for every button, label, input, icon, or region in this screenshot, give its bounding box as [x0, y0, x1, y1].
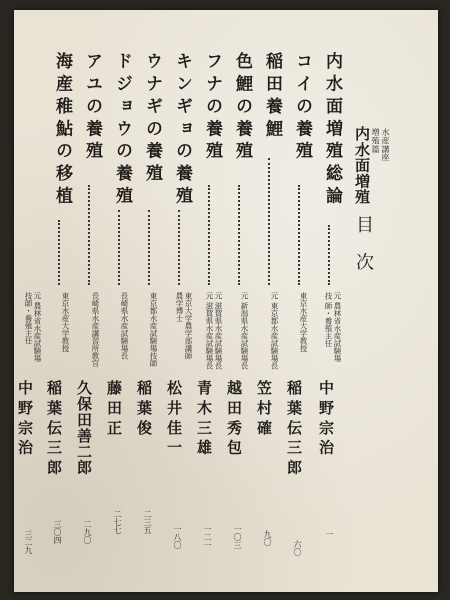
- toc-entry-affiliation-8: 長崎県水産試験場長: [120, 292, 129, 360]
- leader-dots: [328, 225, 332, 285]
- leader-dots: [178, 210, 182, 285]
- toc-entry-affiliation-5b: 元 滋賀県水産試験場長: [205, 292, 214, 370]
- toc-entry-author-8: 藤田正: [105, 380, 123, 440]
- leader-dots: [208, 185, 212, 285]
- toc-entry-author-1: 中野宗治: [317, 380, 335, 460]
- toc-entry-page-8: 二七七: [113, 510, 122, 534]
- toc-entry-affiliation-1a: 元 農林省水産試験場: [333, 292, 342, 362]
- toc-entry-affiliation-11b: 技師・養殖主任: [24, 292, 33, 345]
- toc-entry-author-7: 稲葉俊: [135, 380, 153, 440]
- leader-dots: [58, 220, 62, 285]
- toc-entry-page-10: 三〇四: [53, 520, 62, 544]
- toc-entry-title-5: フナの養殖: [202, 52, 222, 165]
- leader-dots: [88, 185, 92, 285]
- contents-heading: 目次: [353, 215, 374, 291]
- toc-entry-author-11: 中野宗治: [16, 380, 34, 460]
- toc-entry-affiliation-6b: 農学博士: [175, 292, 184, 322]
- toc-entry-page-6: 一八〇: [173, 525, 182, 549]
- leader-dots: [268, 158, 272, 285]
- leader-dots: [118, 210, 122, 285]
- book-title: 内水面増殖: [353, 126, 371, 205]
- toc-entry-affiliation-6a: 東京大学農学部講師: [184, 292, 193, 360]
- toc-entry-author-6: 松井佳一: [165, 380, 183, 460]
- series-label-1: 水産講座: [381, 128, 390, 162]
- toc-entry-page-4: 一〇三: [233, 525, 242, 549]
- toc-entry-author-9: 久保田善二郎: [75, 380, 93, 476]
- toc-entry-title-1: 内水面増殖総論: [322, 52, 342, 210]
- toc-entry-affiliation-3: 元 東京都水産試験場長: [270, 292, 279, 370]
- leader-dots: [238, 185, 242, 285]
- toc-entry-page-2: 六〇: [293, 540, 302, 556]
- toc-entry-title-6: キンギョの養殖: [172, 52, 192, 210]
- toc-entry-affiliation-5a: 元 滋賀県水産試験場長: [214, 292, 223, 370]
- toc-entry-affiliation-7: 東京都水産試験場技師: [149, 292, 158, 367]
- toc-entry-author-5: 青木三雄: [195, 380, 213, 460]
- leader-dots: [148, 210, 152, 285]
- toc-entry-author-3: 笠村確: [255, 380, 273, 440]
- toc-entry-page-9: 二九〇: [83, 520, 92, 544]
- toc-entry-title-2: コイの養殖: [292, 52, 312, 165]
- toc-entry-author-10: 稲葉伝三郎: [45, 380, 63, 479]
- toc-entry-title-10: 海産稚鮎の移植: [52, 52, 72, 210]
- toc-entry-title-3: 稲田養鯉: [262, 52, 282, 142]
- toc-entry-affiliation-2: 東京水産大学教授: [299, 292, 308, 352]
- leader-dots: [298, 185, 302, 285]
- toc-entry-page-7: 二三五: [143, 510, 152, 534]
- toc-entry-affiliation-10: 東京水産大学教授: [61, 292, 70, 352]
- toc-entry-page-11: 三二九: [24, 530, 33, 554]
- toc-entry-affiliation-11a: 元 農林省水産試験場: [33, 292, 42, 362]
- toc-entry-affiliation-9: 長崎県水産講習所教官: [91, 292, 100, 367]
- toc-entry-page-1: 一: [325, 530, 334, 538]
- toc-entry-affiliation-1b: 技 師・養殖主任: [324, 292, 333, 347]
- toc-entry-author-2: 稲葉伝三郎: [285, 380, 303, 479]
- toc-entry-page-5: 一二一: [203, 525, 212, 549]
- toc-entry-title-9: アユの養殖: [82, 52, 102, 165]
- toc-entry-affiliation-4: 元 新潟県水産試験場長: [240, 292, 249, 370]
- series-label-2: 増殖篇: [371, 128, 380, 154]
- book-page: [14, 10, 438, 592]
- toc-entry-title-8: ドジョウの養殖: [112, 52, 132, 210]
- toc-entry-title-7: ウナギの養殖: [142, 52, 162, 187]
- toc-entry-author-4: 越田秀包: [225, 380, 243, 460]
- toc-entry-title-4: 色鯉の養殖: [232, 52, 252, 165]
- toc-entry-page-3: 九〇: [263, 530, 272, 546]
